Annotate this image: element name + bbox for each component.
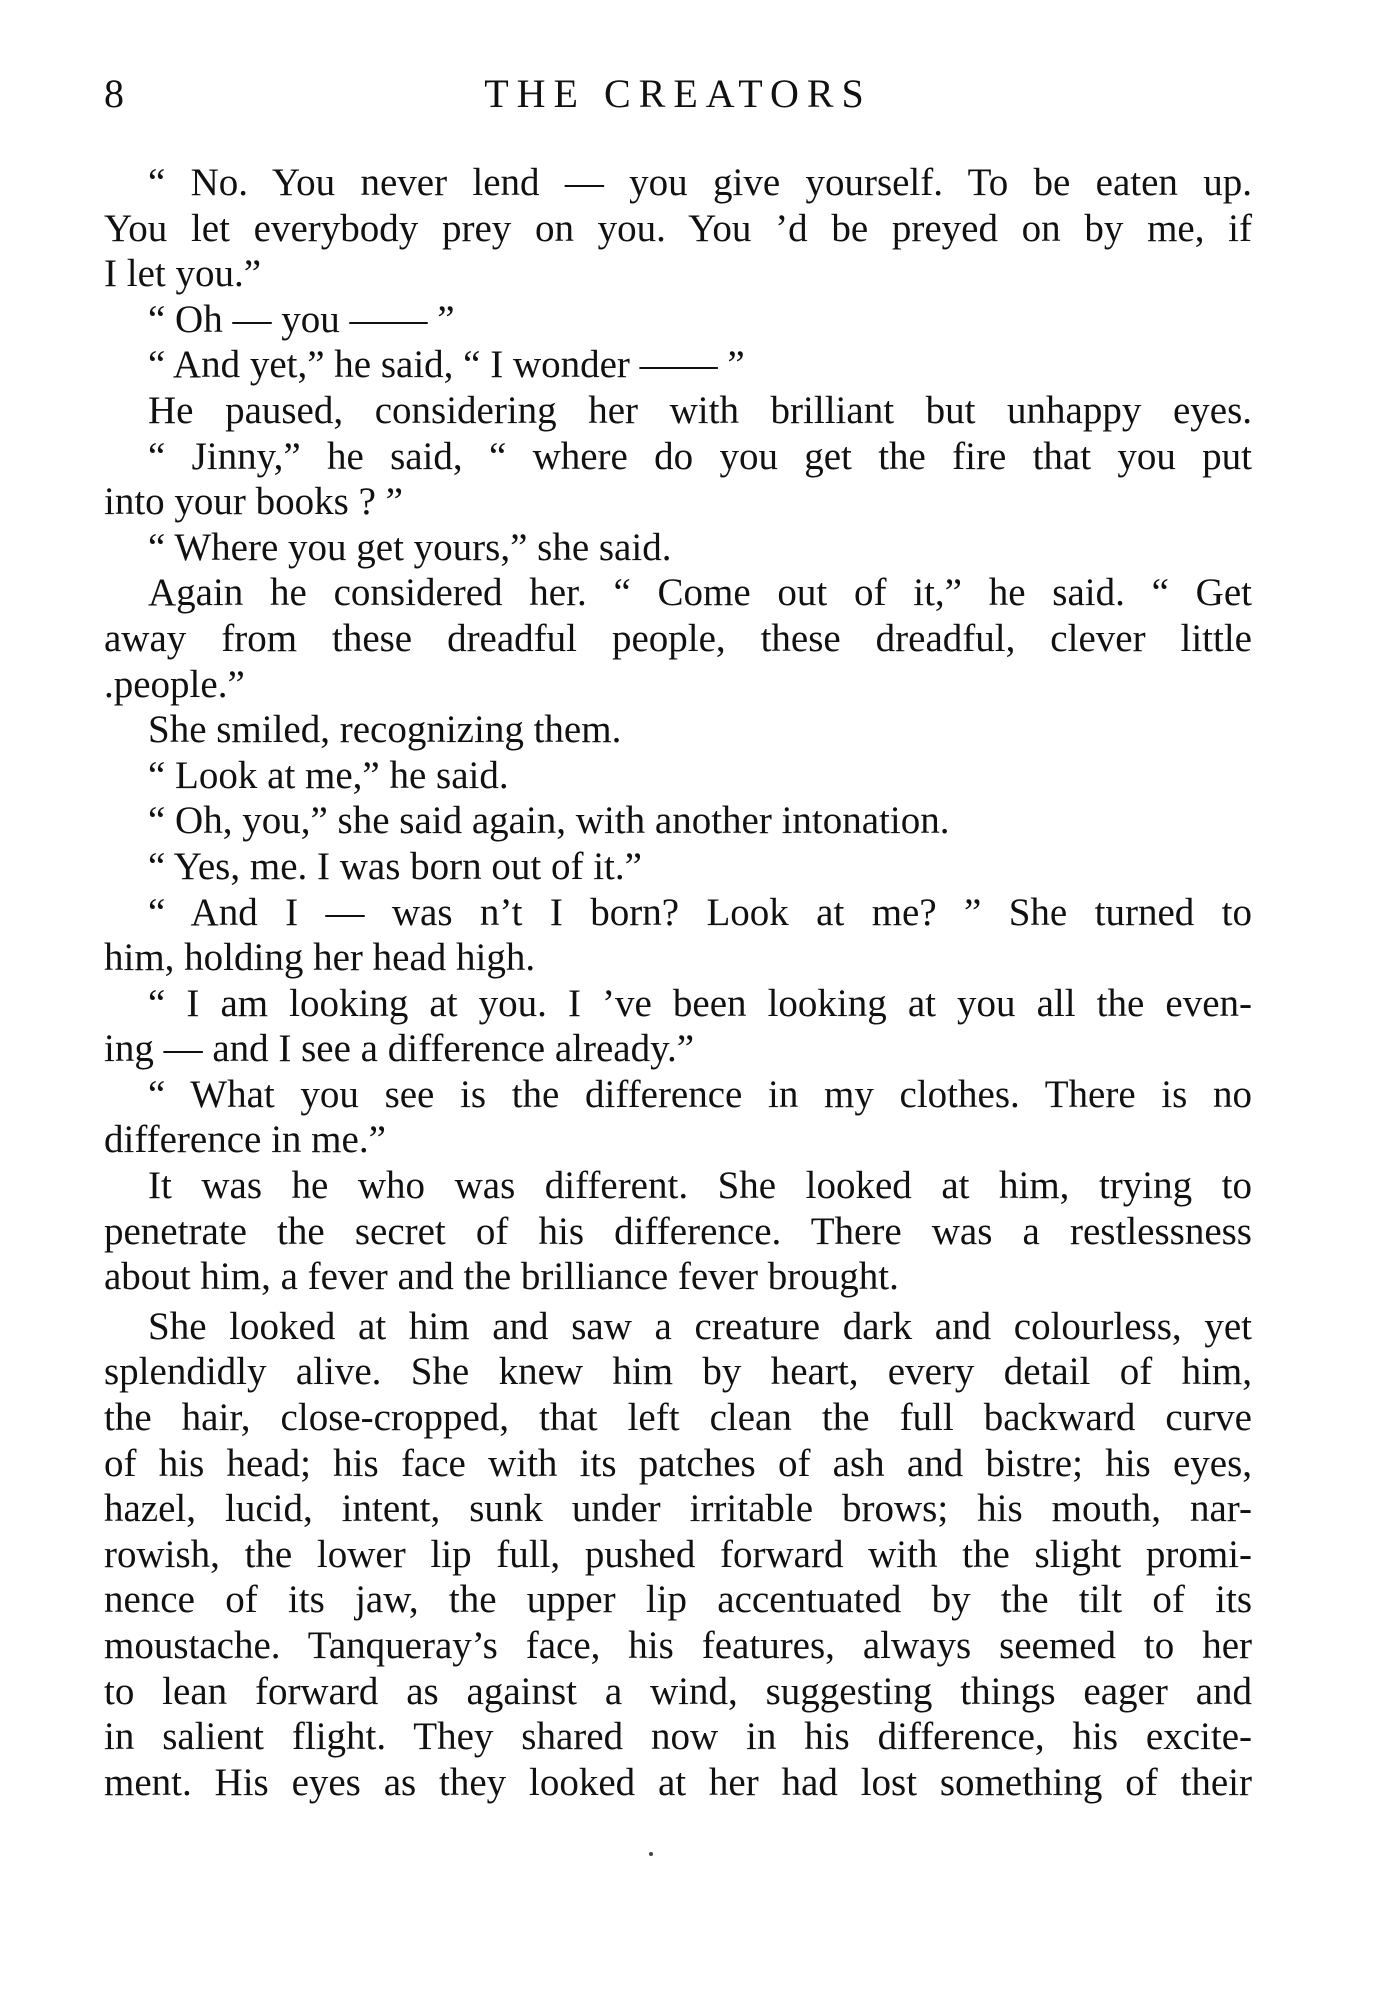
text-line: ment. His eyes as they looked at her had lost something of their [104, 1760, 1252, 1804]
text-line: “ I am looking at you. I ’ve been looking at you all the even- [148, 981, 1252, 1025]
text-line: “ Oh — you —— ” [148, 297, 455, 341]
text-line: “ Look at me,” he said. [148, 753, 509, 797]
text-line: him, holding her head high. [104, 936, 536, 980]
text-line: penetrate the secret of his difference. There was a restlessness [104, 1209, 1252, 1253]
text-line: It was he who was different. She looked at him, trying to [148, 1164, 1252, 1208]
text-line: nence of its jaw, the upper lip accentuated by the tilt of its [104, 1578, 1252, 1622]
running-head [104, 70, 1252, 130]
text-line: “ Yes, me. I was born out of it.” [148, 844, 642, 888]
text-line: into your books ? ” [104, 480, 403, 524]
text-line: “ Oh, you,” she said again, with another intonation. [148, 799, 950, 843]
text-line: “ Where you get yours,” she said. [148, 525, 672, 569]
text-line: splendidly alive. She knew him by heart, every detail of him, [104, 1350, 1252, 1394]
text-line: hazel, lucid, intent, sunk under irritable brows; his mouth, nar- [104, 1487, 1252, 1531]
text-line: “ No. You never lend — you give yourself. To be eaten up. [148, 161, 1252, 204]
text-line: “ And I — was n’t I born? Look at me? ” She turned to [148, 890, 1252, 934]
text-line: ing — and I see a difference already.” [104, 1027, 695, 1071]
book-title: THE CREATORS [484, 71, 872, 116]
text-line: I let you.” [104, 252, 262, 296]
text-line: You let everybody prey on you. You ’d be preyed on by me, if [104, 206, 1252, 250]
text-line: difference in me.” [104, 1118, 386, 1162]
text-line: .people.” [104, 662, 245, 706]
text-line: “ What you see is the difference in my clothes. There is no [148, 1072, 1252, 1116]
text-line: She looked at him and saw a creature dark and colourless, yet [148, 1304, 1252, 1348]
body-text [104, 160, 1252, 1805]
page-number: 8 [104, 71, 124, 116]
text-line: of his head; his face with its patches of ash and bistre; his eyes, [104, 1441, 1252, 1485]
text-line: He paused, considering her with brilliant but unhappy eyes. [148, 388, 1252, 432]
text-line: to lean forward as against a wind, suggesting things eager and [104, 1669, 1252, 1713]
text-line: Again he considered her. “ Come out of it,” he said. “ Get [148, 571, 1252, 615]
text-line: She smiled, recognizing them. [148, 708, 622, 752]
text-line: “ And yet,” he said, “ I wonder —— ” [148, 343, 745, 387]
text-line: moustache. Tanqueray’s face, his features, always seemed to her [104, 1624, 1252, 1667]
text-line: the hair, close-cropped, that left clean the full backward curve [104, 1396, 1252, 1440]
text-line: rowish, the lower lip full, pushed forward with the slight promi- [104, 1532, 1252, 1576]
text-line: in salient flight. They shared now in his difference, his excite- [104, 1715, 1252, 1759]
text-line: “ Jinny,” he said, “ where do you get the fire that you put [148, 434, 1252, 478]
text-line: away from these dreadful people, these dreadful, clever little [104, 616, 1252, 660]
print-speck [649, 1852, 653, 1856]
text-line: about him, a fever and the brilliance fever brought. [104, 1255, 899, 1299]
